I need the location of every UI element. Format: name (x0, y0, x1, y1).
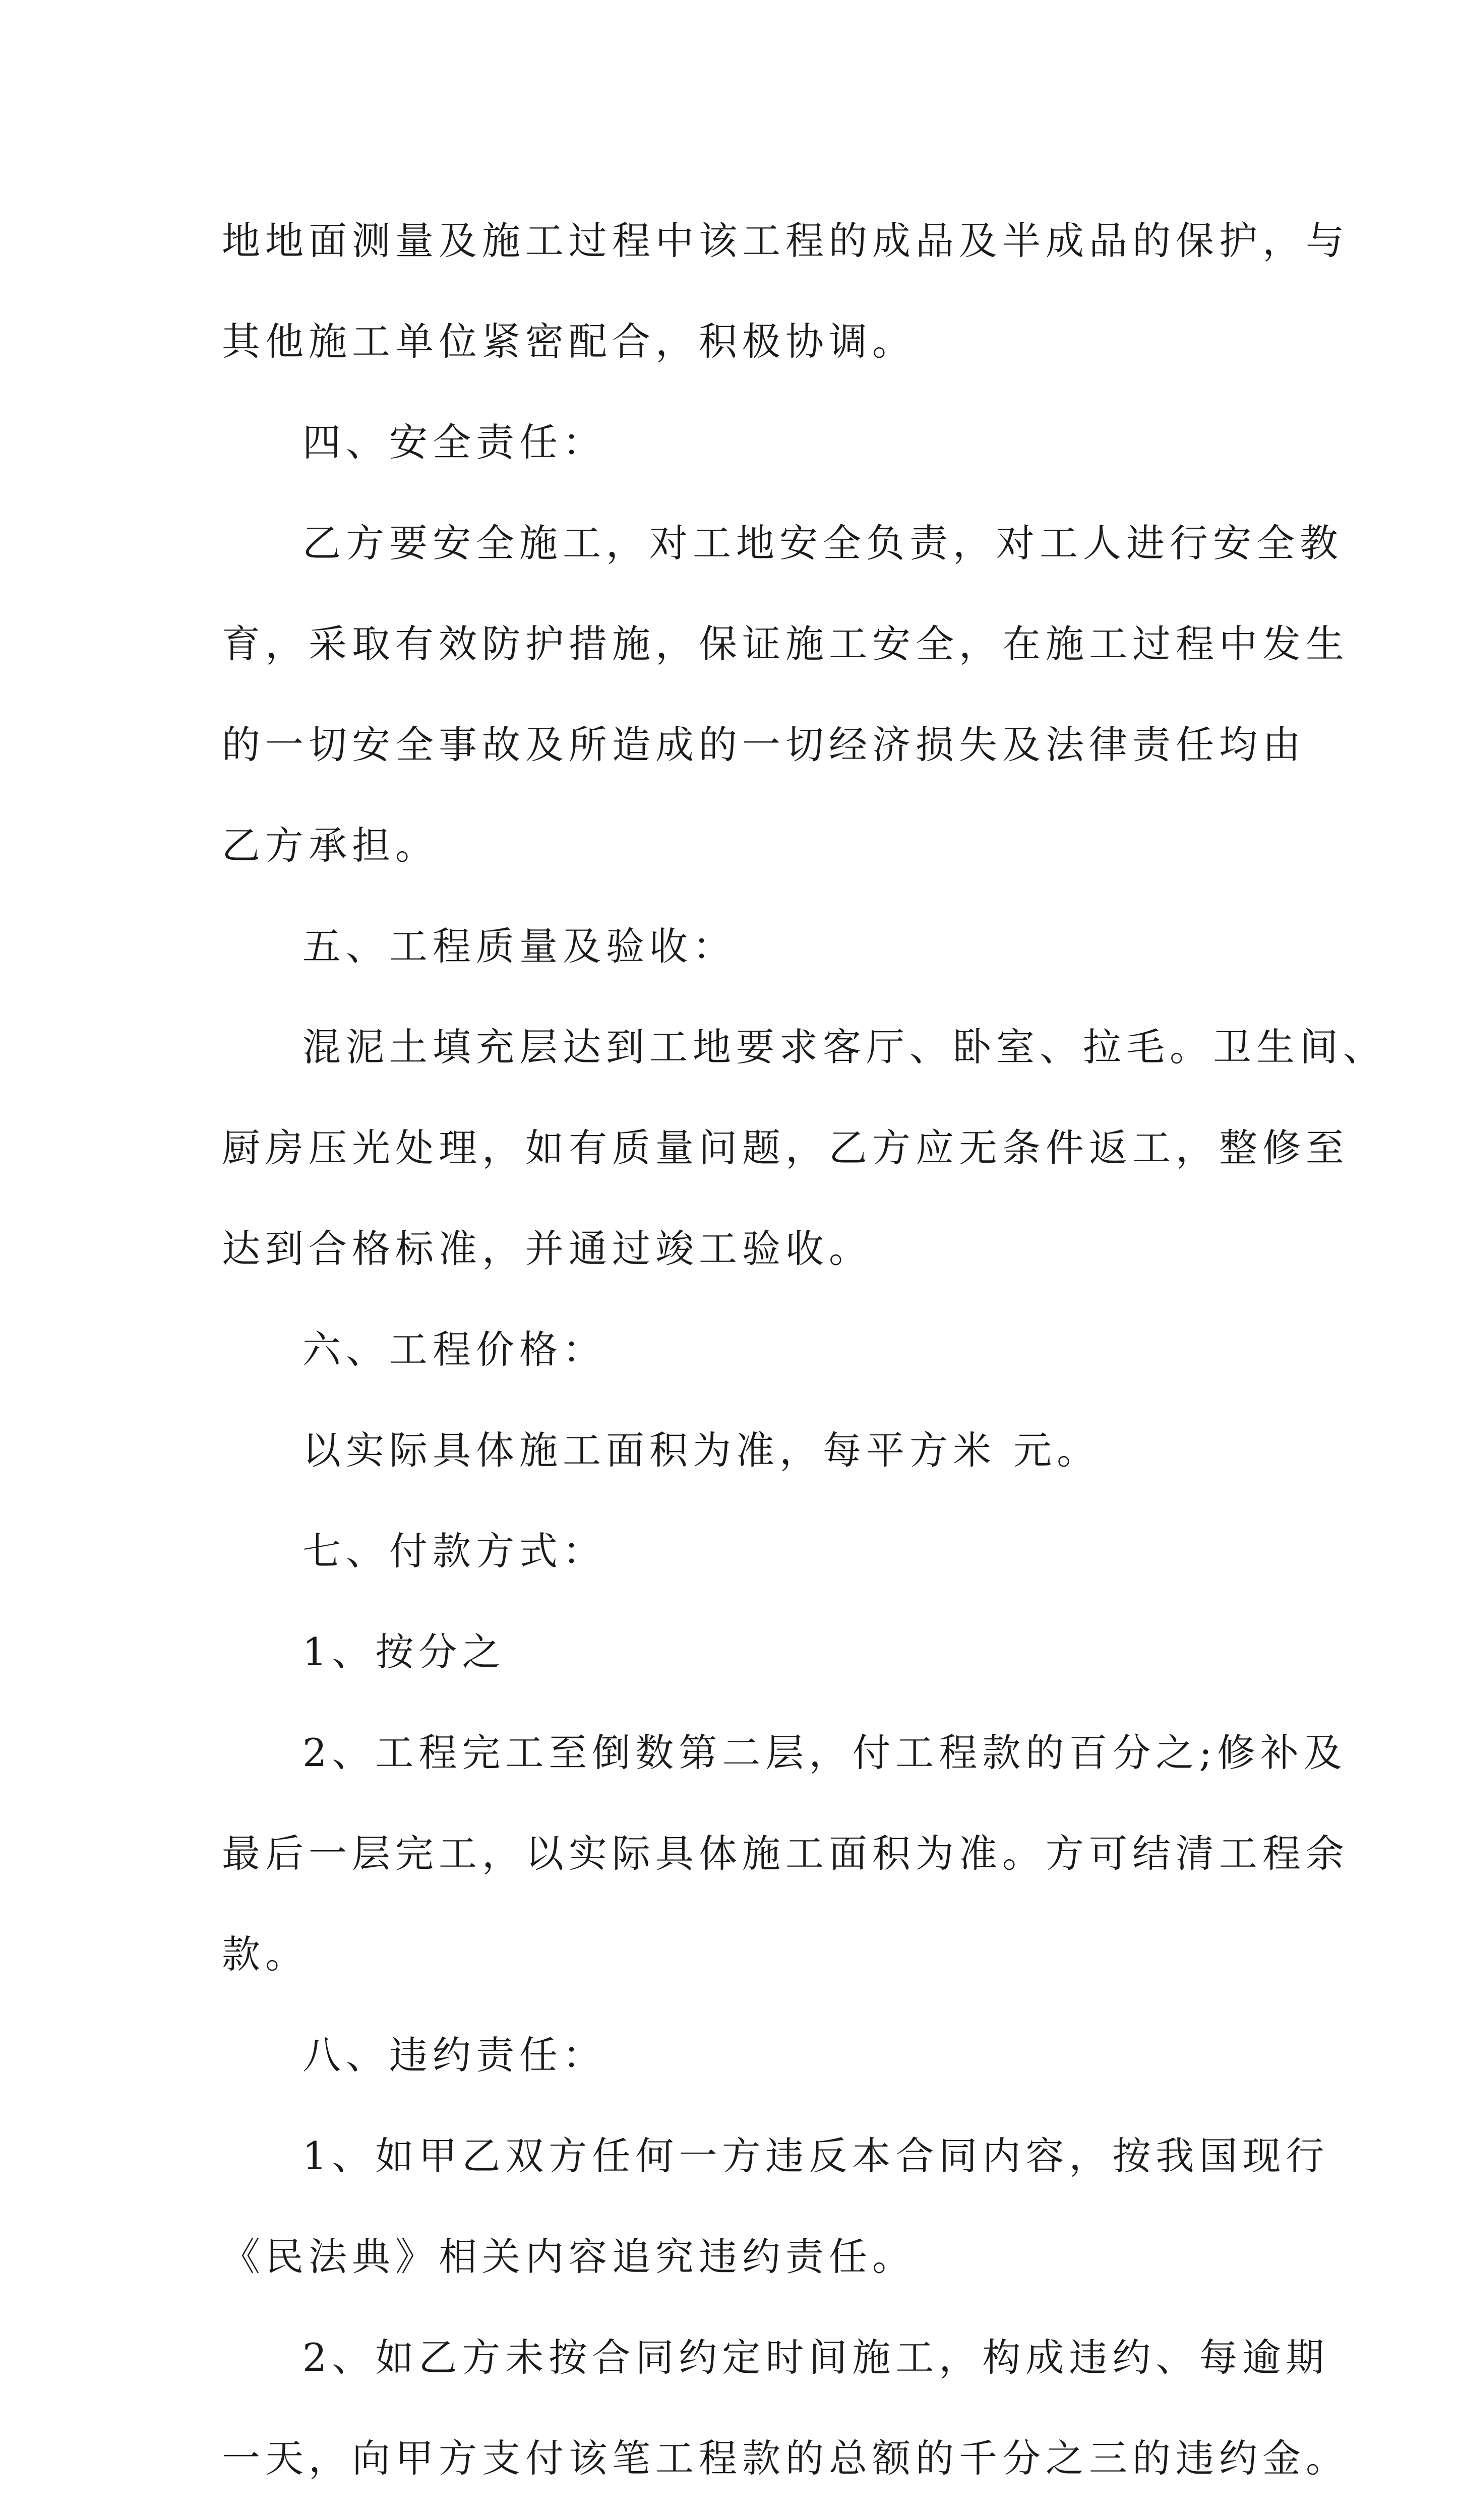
section-heading: 五、工程质量及验收： (302, 924, 736, 969)
body-line: 其他施工单位紧密配合，积极协调。 (222, 319, 916, 364)
body-line: 1、如甲乙双方任何一方违反本合同内容，按我国现行 (302, 2133, 1329, 2178)
body-line: 以实际具体施工面积为准，每平方米 元。 (302, 1428, 1101, 1473)
body-line: 1、按分之 (302, 1629, 506, 1674)
body-line: 乙方要安全施工，对工地安全负责，对工人进行安全教 (302, 521, 1343, 565)
body-line: 乙方承担。 (222, 823, 439, 868)
body-line: 厨房压光处理，如有质量问题，乙方应无条件返工，整修至 (222, 1125, 1349, 1170)
contract-body (222, 191, 1386, 2520)
body-line: 《民法典》相关内容追究违约责任。 (222, 2234, 916, 2279)
body-line: 一天，向甲方支付该笔工程款的总额的千分之三的违约金。 (222, 2436, 1349, 2481)
body-line: 2、工程完工至倒数第二层，付工程款的百分之;修补及 (302, 1730, 1347, 1775)
body-line: 达到合格标准，并通过竣工验收。 (222, 1226, 872, 1271)
body-line: 育，采取有效防护措施，保证施工安全，在施工过程中发生 (222, 621, 1349, 666)
body-line: 款。 (222, 1932, 309, 1977)
section-heading: 六、工程价格： (302, 1327, 606, 1372)
section-heading: 八、违约责任： (302, 2033, 606, 2077)
section-heading: 七、付款方式： (302, 1529, 606, 1573)
body-line (222, 2509, 1250, 2520)
body-line: 的一切安全事故及所造成的一切经济损失及法律责任均由 (222, 722, 1306, 767)
body-line: 地地面测量及施工过程中该工程的成品及半成品的保护，与 (222, 218, 1349, 263)
body-line: 混泥土填充层达到工地要求客厅、卧室、拉毛。卫生间、 (302, 1025, 1386, 1069)
body-line: 2、如乙方未按合同约定时间施工，构成违约、每逾期 (302, 2335, 1329, 2380)
section-heading: 四、安全责任： (302, 420, 606, 465)
body-line: 最后一层完工，以实际具体施工面积为准。方可结清工程余 (222, 1831, 1349, 1876)
